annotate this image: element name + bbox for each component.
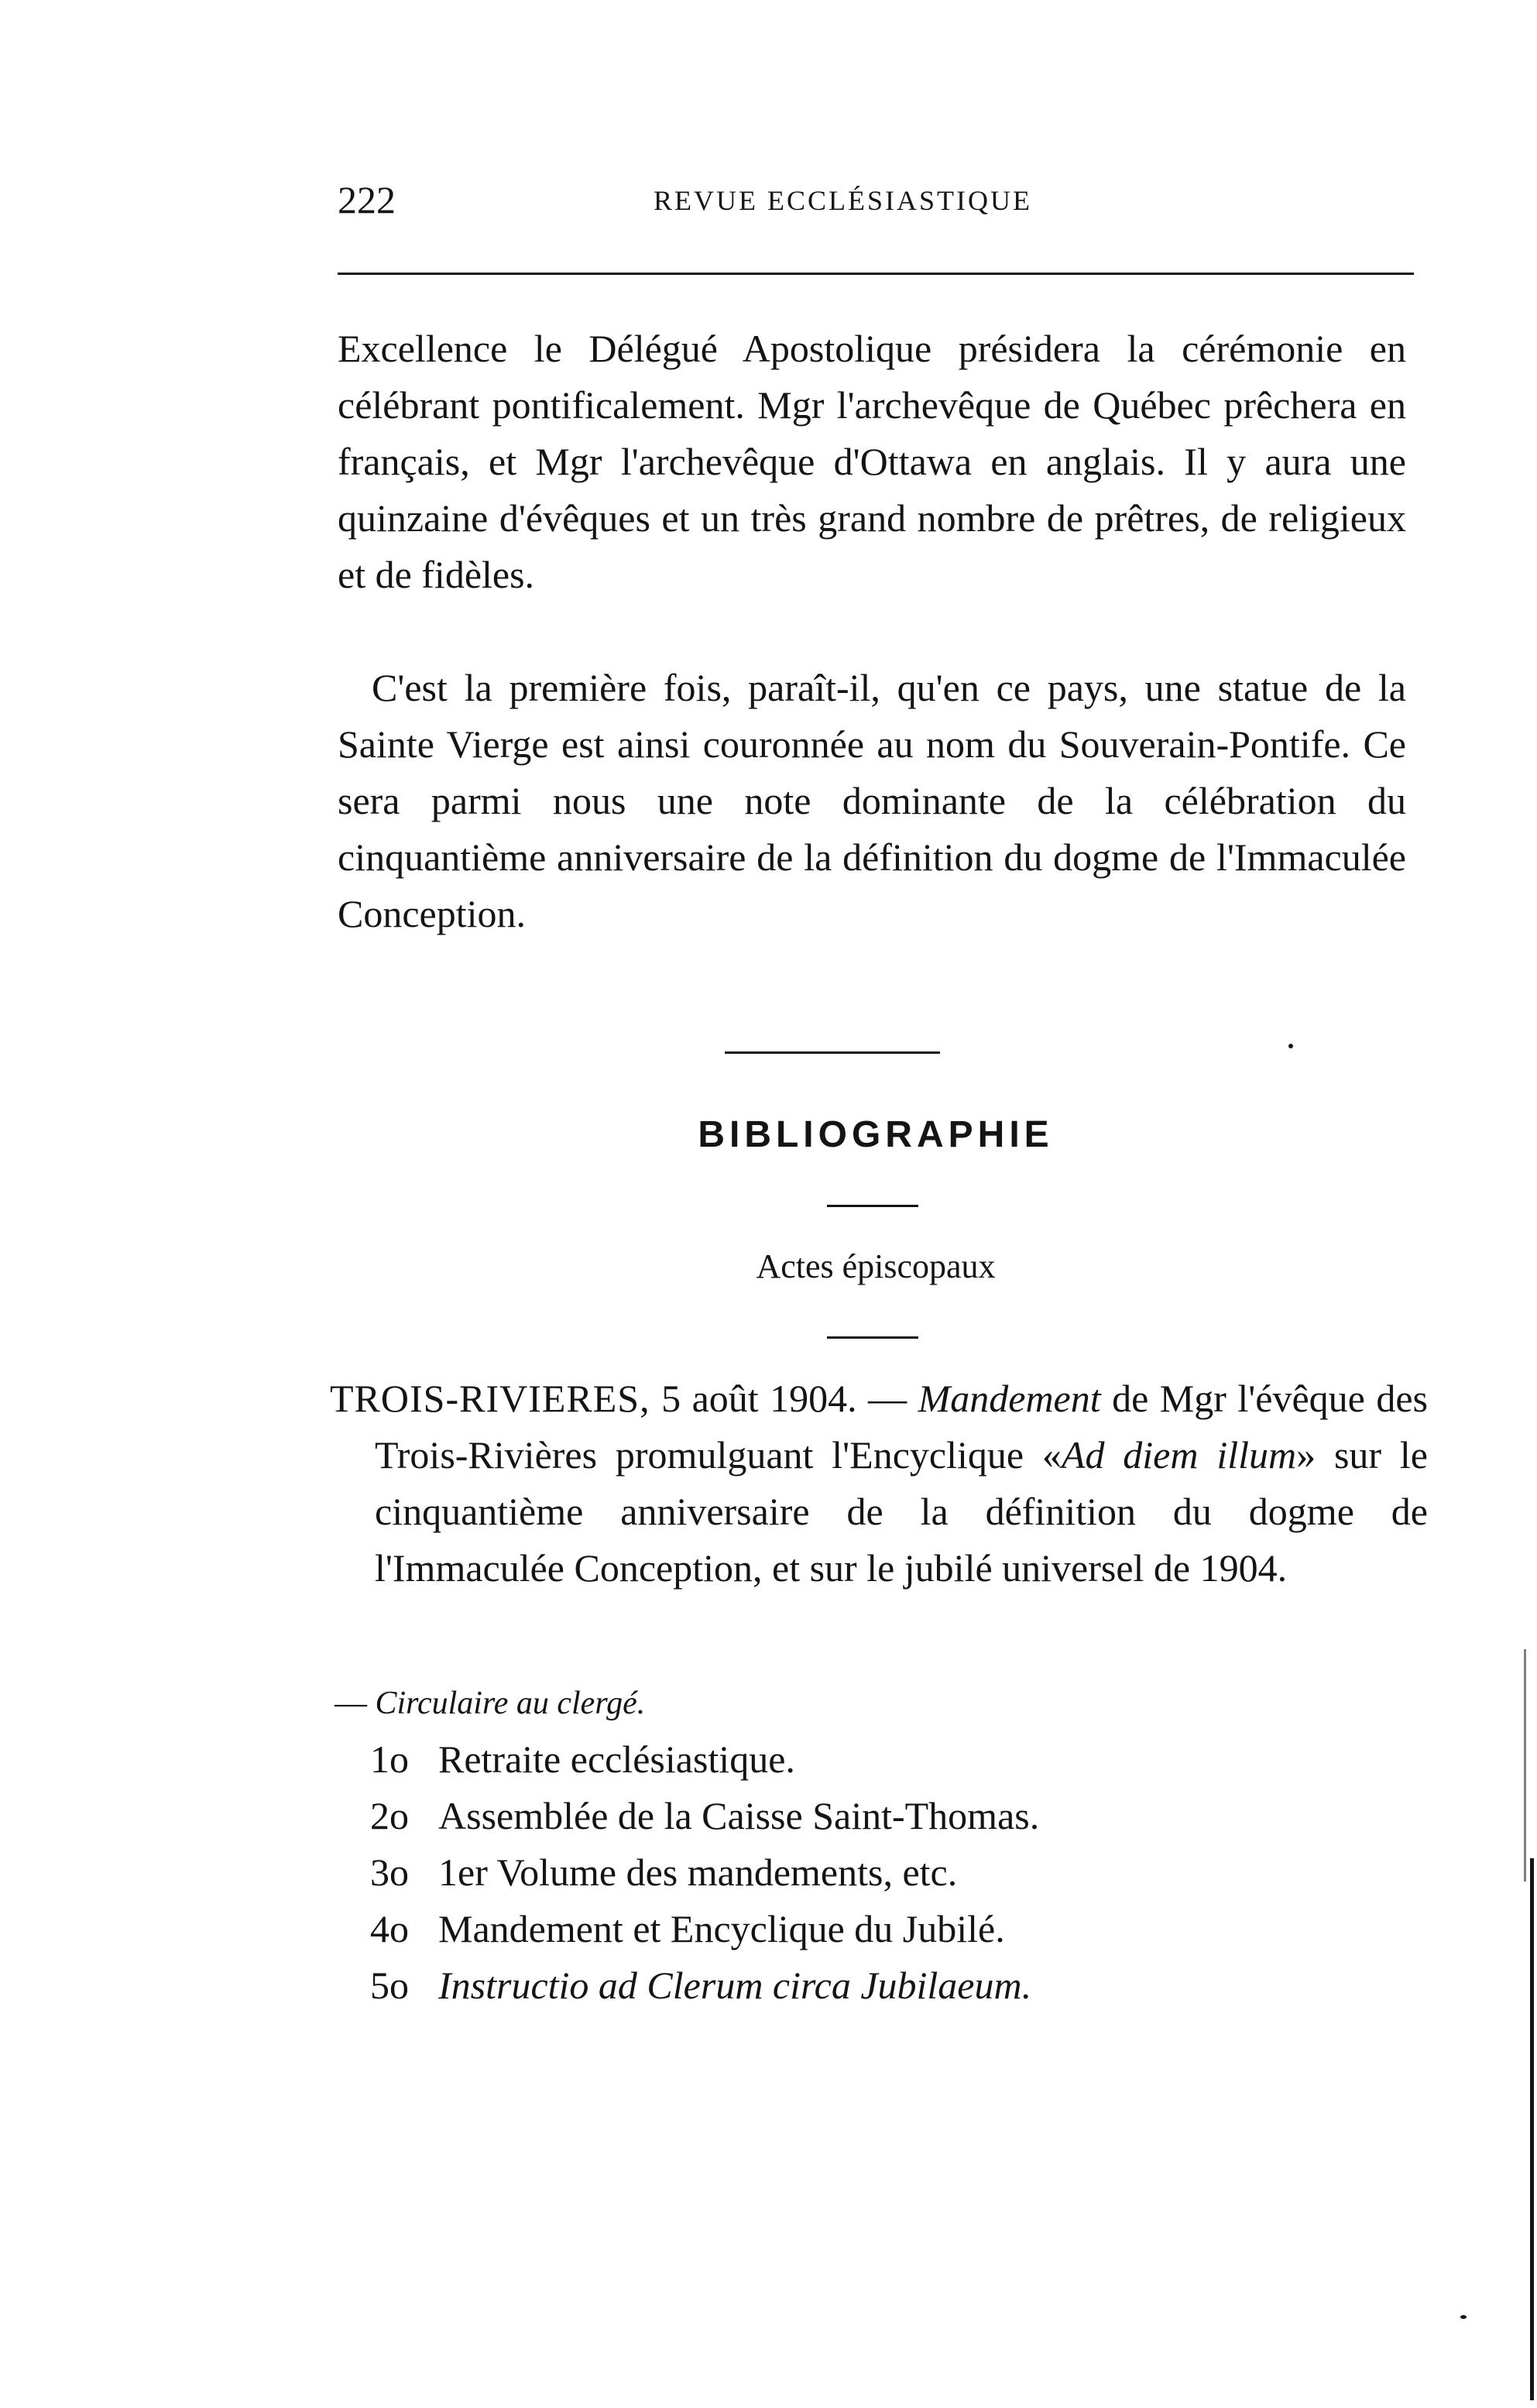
item-number: 4o bbox=[370, 1907, 409, 1950]
list-item bbox=[370, 1731, 1377, 1788]
item-text: 1er Volume des mandements, etc. bbox=[438, 1851, 958, 1894]
subtitle-divider bbox=[827, 1336, 918, 1339]
entry-date: 5 août 1904. — bbox=[661, 1377, 907, 1420]
scan-edge-line bbox=[1530, 1858, 1534, 2400]
entry-quote-close: » bbox=[1296, 1433, 1316, 1477]
title-divider bbox=[827, 1205, 918, 1207]
section-divider bbox=[725, 1051, 940, 1054]
circular-dash: — bbox=[335, 1686, 367, 1721]
item-text: Assemblée de la Caisse Saint-Thomas. bbox=[438, 1794, 1040, 1837]
entry-place: TROIS-RIVIERES, bbox=[330, 1377, 650, 1420]
section-title: BIBLIOGRAPHIE bbox=[698, 1114, 1054, 1155]
page-number: 222 bbox=[338, 178, 396, 221]
list-item bbox=[370, 1901, 1377, 1957]
circular-heading bbox=[335, 1680, 645, 1727]
entry-quote-title: Ad diem illum bbox=[1061, 1433, 1297, 1477]
paragraph-ceremony: Excellence le Délégué Apostolique présidera la cérémonie en célébrant pontificalement. Mgr l'archevêque de Québec prêchera en français, et Mgr l'archevêque d'Ottawa en anglais. Il y aura une quinzaine d'évêques et un très grand nombre de prêtres, de religieux et de fidèles. bbox=[338, 327, 1406, 596]
item-number: 3o bbox=[370, 1851, 409, 1894]
item-text: Instructio ad Clerum circa Jubilaeum. bbox=[438, 1964, 1032, 2007]
entry-type: Mandement bbox=[918, 1377, 1101, 1420]
scan-speck bbox=[1288, 1044, 1293, 1048]
circular-title: Circulaire au clergé. bbox=[375, 1686, 646, 1721]
running-title: REVUE ECCLÉSIASTIQUE bbox=[654, 185, 1032, 216]
header-rule bbox=[338, 273, 1414, 275]
running-head bbox=[338, 177, 1414, 223]
bibliography-entry bbox=[330, 1370, 1428, 1597]
subsection-title: Actes épiscopaux bbox=[756, 1247, 996, 1285]
paragraph-coronation: C'est la première fois, paraît-il, qu'en ce pays, une statue de la Sainte Vierge est ainsi couronnée au nom du Souverain-Pontife. Ce sera parmi nous une note dominante de la célébration du cinquantième anniversaire de la définition du dogme de l'Immaculée Conception. bbox=[338, 666, 1406, 935]
item-number: 5o bbox=[370, 1964, 409, 2007]
item-text: Retraite ecclésiastique. bbox=[438, 1737, 795, 1781]
item-number: 2o bbox=[370, 1794, 409, 1837]
item-number: 1o bbox=[370, 1737, 409, 1781]
scan-speck bbox=[1460, 2315, 1467, 2319]
entry-text-after-quote: sur le cinquantième anniversaire de la définition du dogme de l'Immaculée Conception, et sur le jubilé universel de 1904. bbox=[375, 1433, 1428, 1590]
list-item bbox=[370, 1957, 1377, 2014]
item-text: Mandement et Encyclique du Jubilé. bbox=[438, 1907, 1005, 1950]
list-item bbox=[370, 1844, 1377, 1901]
list-item bbox=[370, 1788, 1377, 1844]
scan-edge-line bbox=[1524, 1649, 1526, 1881]
entry-text-before-quote: de Mgr l'évêque des Trois-Rivières promulguant l'Encyclique bbox=[375, 1377, 1429, 1477]
circular-items-list bbox=[370, 1731, 1377, 2014]
entry-quote-open: « bbox=[1041, 1433, 1062, 1477]
